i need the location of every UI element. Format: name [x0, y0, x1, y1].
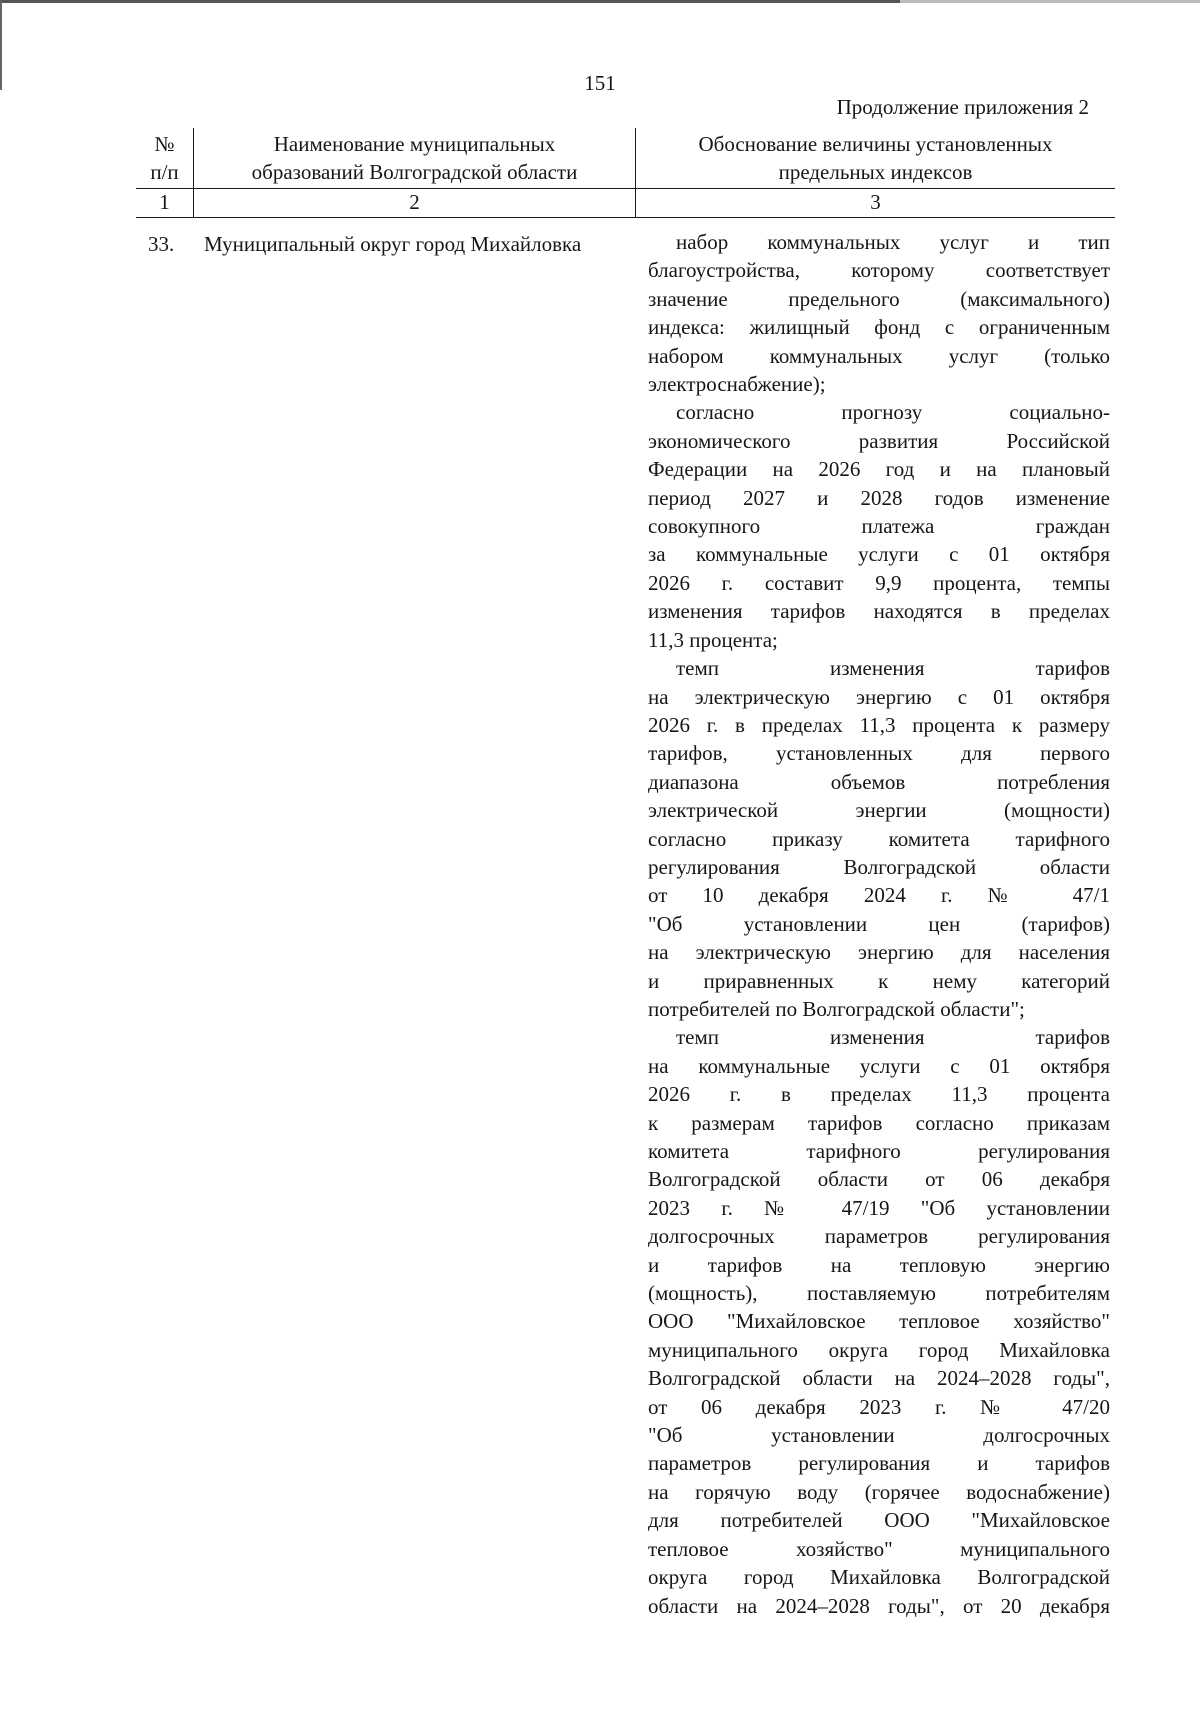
header-row-names [136, 128, 1115, 188]
text-line: набор коммунальных услуг и тип [676, 230, 1110, 254]
text-line: Федерации на 2026 год и на плановый [648, 457, 1110, 482]
text-line: Волгоградской области от 06 декабря [648, 1167, 1110, 1192]
column-number-1: 1 [159, 190, 170, 214]
text-line: округа город Михайловка Волгоградской [648, 1565, 1110, 1590]
text-line: индекса: жилищный фонд с ограниченным [648, 315, 1110, 340]
text-line: и приравненных к нему категорий [648, 968, 1110, 993]
text-line: темп изменения тарифов [676, 1025, 1110, 1050]
header-row-column-numbers [136, 188, 1115, 218]
text-line: (мощность), поставляемую потребителям [648, 1281, 1110, 1306]
text-line: темп изменения тарифов [676, 656, 1110, 681]
text-line: 2023 г. № 47/19 "Об установлении [648, 1195, 1110, 1220]
municipality-name: Муниципальный округ город Михайловка [204, 232, 582, 256]
text-line: на коммунальные услуги с 01 октября [648, 1053, 1110, 1078]
header-number: № п/п [150, 132, 179, 184]
page-number: 151 [584, 71, 616, 95]
text-line: электроснабжение); [648, 372, 826, 397]
text-line: диапазона объемов потребления [648, 769, 1110, 794]
appendix-continuation-note: Продолжение приложения 2 [836, 95, 1089, 119]
text-line: области на 2024–2028 годы", от 20 декабря [648, 1593, 1110, 1618]
text-line: согласно приказу комитета тарифного [648, 826, 1110, 851]
text-line: "Об установлении долгосрочных [648, 1423, 1110, 1448]
paragraph-utility-set [648, 228, 1110, 398]
text-line: согласно прогнозу социально- [676, 400, 1110, 425]
text-line: ООО "Михайловское тепловое хозяйство" [648, 1309, 1110, 1334]
text-line: потребителей по Волгоградской области"; [648, 996, 1025, 1021]
text-line: 2026 г. в пределах 11,3 процента [648, 1082, 1110, 1107]
text-line: тепловое хозяйство" муниципального [648, 1536, 1110, 1561]
row-number: 33. [148, 232, 175, 256]
scan-edge-top [0, 0, 1200, 3]
text-line: на горячую воду (горячее водоснабжение) [648, 1479, 1110, 1504]
text-line: совокупного платежа граждан [648, 514, 1110, 539]
table-header [136, 128, 1115, 218]
header-justification: Обоснование величины установленных предельных индексов [635, 128, 1115, 188]
column-number-2: 2 [193, 189, 635, 217]
text-line: от 10 декабря 2024 г. № 47/1 [648, 883, 1110, 908]
text-line: тарифов, установленных для первого [648, 741, 1110, 766]
text-line: Волгоградской области на 2024–2028 годы", [648, 1366, 1110, 1391]
text-line: 11,3 процента; [648, 627, 778, 652]
text-line: от 06 декабря 2023 г. № 47/20 [648, 1394, 1110, 1419]
text-line: для потребителей ООО "Михайловское [648, 1508, 1110, 1533]
paragraph-forecast [648, 398, 1110, 654]
text-line: изменения тарифов находятся в пределах [648, 599, 1110, 624]
paragraph-utility-tariff [648, 1023, 1110, 1620]
text-line: долгосрочных параметров регулирования [648, 1224, 1110, 1249]
column-number-3: 3 [635, 189, 1115, 217]
text-line: к размерам тарифов согласно приказам [648, 1110, 1110, 1135]
text-line: параметров регулирования и тарифов [648, 1451, 1110, 1476]
text-line: 2026 г. в пределах 11,3 процента к размеру [648, 712, 1110, 737]
text-line: набором коммунальных услуг (только [648, 343, 1110, 368]
text-line: на электрическую энергию для населения [648, 940, 1110, 965]
text-line: и тарифов на тепловую энергию [648, 1252, 1110, 1277]
text-line: экономического развития Российской [648, 428, 1110, 453]
text-line: значение предельного (максимального) [648, 286, 1110, 311]
text-line: период 2027 и 2028 годов изменение [648, 485, 1110, 510]
text-line: "Об установлении цен (тарифов) [648, 911, 1110, 936]
text-line: комитета тарифного регулирования [648, 1139, 1110, 1163]
paragraph-electricity-tariff [648, 654, 1110, 1023]
text-line: регулирования Волгоградской области [648, 854, 1110, 879]
justification-text [648, 228, 1110, 1620]
header-municipality: Наименование муниципальных образований Волгоградской области [193, 128, 635, 188]
text-line: на электрическую энергию с 01 октября [648, 684, 1110, 709]
text-line: за коммунальные услуги с 01 октября [648, 542, 1110, 567]
text-line: 2026 г. составит 9,9 процента, темпы [648, 570, 1110, 595]
text-line: электрической энергии (мощности) [648, 798, 1110, 823]
text-line: благоустройства, которому соответствует [648, 258, 1110, 283]
text-line: муниципального округа город Михайловка [648, 1337, 1110, 1362]
